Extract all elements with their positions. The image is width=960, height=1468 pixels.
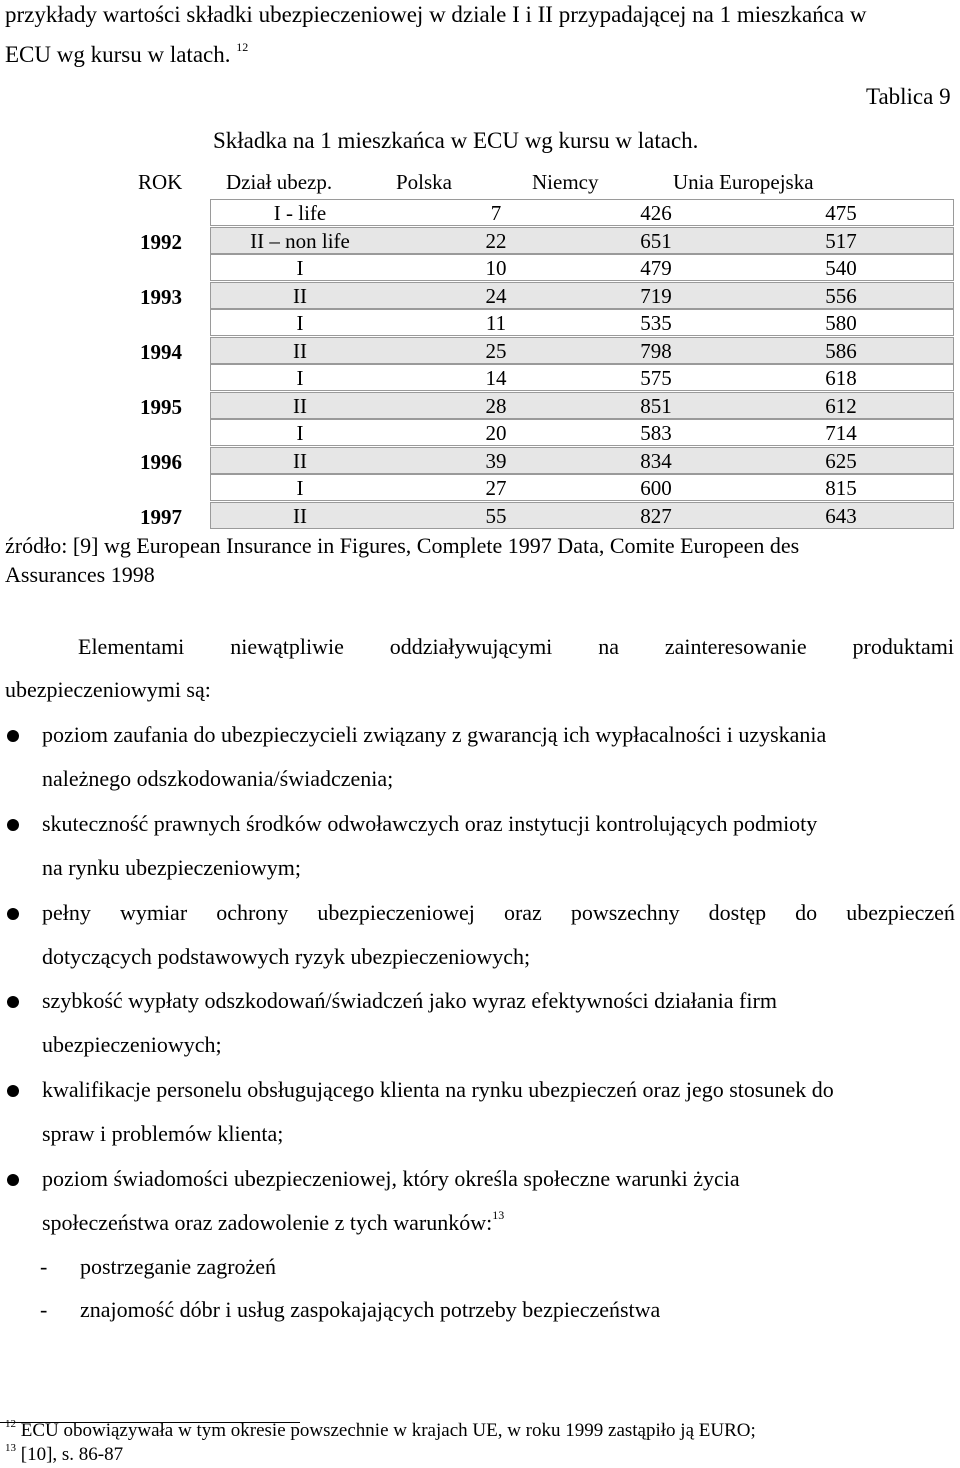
bullet-5-line-2: spraw i problemów klienta; bbox=[42, 1121, 284, 1146]
table-row bbox=[210, 474, 954, 501]
cell-dzial: II – non life bbox=[250, 228, 350, 253]
bullet-icon bbox=[7, 908, 19, 920]
cell-niemcy: 851 bbox=[640, 393, 672, 418]
table-row bbox=[210, 392, 954, 419]
word: ubezpieczeń bbox=[846, 900, 955, 925]
cell-niemcy: 600 bbox=[640, 476, 672, 500]
cell-dzial: II bbox=[293, 448, 307, 473]
cell-polska: 11 bbox=[485, 311, 507, 335]
header-niemcy: Niemcy bbox=[532, 170, 599, 194]
bullet-6-line-1: poziom świadomości ubezpieczeniowej, który określa społeczne warunki życia bbox=[42, 1166, 740, 1191]
cell-dzial: I bbox=[296, 311, 304, 335]
table-row bbox=[210, 502, 954, 529]
footnote-12 bbox=[5, 1420, 756, 1442]
bullet-icon bbox=[7, 819, 19, 831]
cell-ue: 815 bbox=[825, 476, 857, 500]
dash-item-1: postrzeganie zagrożeń bbox=[80, 1254, 277, 1279]
cell-ue: 618 bbox=[825, 366, 857, 390]
dash-marker: - bbox=[40, 1254, 48, 1279]
header-ue: Unia Europejska bbox=[673, 170, 814, 194]
bullet-6-line-2 bbox=[42, 1210, 504, 1236]
word: ochrony bbox=[216, 900, 289, 925]
word: zainteresowanie bbox=[664, 634, 807, 659]
cell-ue: 643 bbox=[825, 503, 857, 528]
word: do bbox=[795, 900, 818, 925]
year-label: 1992 bbox=[140, 229, 182, 254]
word: na bbox=[598, 634, 619, 659]
footnote-num: 13 bbox=[5, 1442, 16, 1454]
table-row bbox=[210, 199, 954, 226]
table-row bbox=[210, 364, 954, 391]
intro-line-1: przykłady wartości składki ubezpieczeniowej w dziale I i II przypadającej na 1 mieszkańca w bbox=[5, 2, 867, 27]
cell-dzial: I - life bbox=[273, 201, 327, 225]
bullet-2-line-2: na rynku ubezpieczeniowym; bbox=[42, 855, 302, 880]
bullet-icon bbox=[7, 730, 19, 742]
cell-polska: 25 bbox=[485, 338, 507, 363]
cell-niemcy: 651 bbox=[640, 228, 672, 253]
table-row bbox=[210, 282, 954, 309]
source-line-2: Assurances 1998 bbox=[5, 562, 155, 587]
year-label: 1993 bbox=[140, 284, 182, 309]
table-label: Tablica 9 bbox=[866, 84, 951, 109]
word: powszechny bbox=[570, 900, 680, 925]
cell-polska: 24 bbox=[485, 283, 507, 308]
header-dzial: Dział ubezp. bbox=[226, 170, 333, 194]
bullet-4-line-2: ubezpieczeniowych; bbox=[42, 1032, 222, 1057]
cell-polska: 55 bbox=[485, 503, 507, 528]
year-label: 1994 bbox=[140, 339, 182, 364]
footnote-ref-12: 12 bbox=[236, 40, 249, 54]
cell-polska: 28 bbox=[485, 393, 507, 418]
word: produktami bbox=[852, 634, 954, 659]
cell-niemcy: 583 bbox=[640, 421, 672, 445]
cell-ue: 586 bbox=[825, 338, 857, 363]
bullet-4-line-1: szybkość wypłaty odszkodowań/świadczeń jako wyraz efektywności działania firm bbox=[42, 988, 777, 1013]
cell-niemcy: 834 bbox=[640, 448, 672, 473]
cell-ue: 517 bbox=[825, 228, 857, 253]
cell-ue: 580 bbox=[825, 311, 857, 335]
cell-polska: 39 bbox=[485, 448, 507, 473]
cell-polska: 27 bbox=[485, 476, 507, 500]
bullet-5-line-1: kwalifikacje personelu obsługującego klienta na rynku ubezpieczeń oraz jego stosunek do bbox=[42, 1077, 834, 1102]
word: Elementami bbox=[78, 634, 185, 659]
dash-marker: - bbox=[40, 1297, 48, 1322]
bullet-3-line-2: dotyczących podstawowych ryzyk ubezpieczeniowych; bbox=[42, 944, 531, 969]
cell-dzial: I bbox=[296, 366, 304, 390]
cell-niemcy: 827 bbox=[640, 503, 672, 528]
cell-polska: 7 bbox=[490, 201, 502, 225]
cell-polska: 20 bbox=[485, 421, 507, 445]
bullet-1-line-1: poziom zaufania do ubezpieczycieli związany z gwarancją ich wypłacalności i uzyskania bbox=[42, 722, 827, 747]
word: oddziaływującymi bbox=[389, 634, 553, 659]
cell-dzial: II bbox=[293, 338, 307, 363]
year-label: 1995 bbox=[140, 394, 182, 419]
cell-ue: 714 bbox=[825, 421, 857, 445]
cell-niemcy: 719 bbox=[640, 283, 672, 308]
table-caption: Składka na 1 mieszkańca w ECU wg kursu w latach. bbox=[213, 128, 699, 153]
paragraph-line-1 bbox=[78, 634, 954, 660]
intro-line-2 bbox=[5, 42, 248, 68]
table-row bbox=[210, 227, 954, 254]
cell-polska: 10 bbox=[485, 256, 507, 280]
cell-ue: 625 bbox=[825, 448, 857, 473]
dash-item-2: znajomość dóbr i usług zaspokajających potrzeby bezpieczeństwa bbox=[80, 1297, 661, 1322]
cell-dzial: II bbox=[293, 283, 307, 308]
cell-dzial: I bbox=[296, 256, 304, 280]
cell-polska: 14 bbox=[485, 366, 507, 390]
table-row bbox=[210, 447, 954, 474]
cell-polska: 22 bbox=[485, 228, 507, 253]
paragraph-line-2: ubezpieczeniowymi są: bbox=[5, 677, 211, 702]
bullet-1-line-2: należnego odszkodowania/świadczenia; bbox=[42, 766, 394, 791]
cell-ue: 612 bbox=[825, 393, 857, 418]
footnote-num: 12 bbox=[5, 1418, 16, 1430]
footnote-13 bbox=[5, 1444, 123, 1466]
cell-dzial: II bbox=[293, 503, 307, 528]
bullet-icon bbox=[7, 996, 19, 1008]
footnote-text: ECU obowiązywała w tym okresie powszechnie w krajach UE, w roku 1999 zastąpiło ją EURO; bbox=[20, 1420, 756, 1441]
cell-dzial: I bbox=[296, 476, 304, 500]
word: pełny bbox=[42, 900, 91, 925]
word: ubezpieczeniowej bbox=[317, 900, 475, 925]
footnote-ref-13: 13 bbox=[492, 1208, 505, 1222]
footnote-text: [10], s. 86-87 bbox=[20, 1444, 124, 1465]
cell-ue: 556 bbox=[825, 283, 857, 308]
bullet-6-line-2-text: społeczeństwa oraz zadowolenie z tych warunków: bbox=[42, 1210, 493, 1235]
bullet-icon bbox=[7, 1085, 19, 1097]
bullet-3-line-1 bbox=[42, 900, 955, 926]
cell-niemcy: 426 bbox=[640, 201, 672, 225]
cell-ue: 475 bbox=[825, 201, 857, 225]
header-rok: ROK bbox=[138, 170, 183, 194]
bullet-icon bbox=[7, 1174, 19, 1186]
bullet-2-line-1: skuteczność prawnych środków odwoławczych oraz instytucji kontrolujących podmioty bbox=[42, 811, 818, 836]
source-line-1: źródło: [9] wg European Insurance in Figures, Complete 1997 Data, Comite Europeen des bbox=[5, 533, 800, 558]
cell-dzial: I bbox=[296, 421, 304, 445]
table-row bbox=[210, 309, 954, 336]
word: dostęp bbox=[708, 900, 767, 925]
cell-dzial: II bbox=[293, 393, 307, 418]
year-label: 1997 bbox=[140, 504, 182, 529]
intro-line-2-text: ECU wg kursu w latach. bbox=[5, 42, 231, 67]
year-label: 1996 bbox=[140, 449, 182, 474]
cell-niemcy: 798 bbox=[640, 338, 672, 363]
table-row bbox=[210, 337, 954, 364]
cell-niemcy: 575 bbox=[640, 366, 672, 390]
table-row bbox=[210, 419, 954, 446]
word: oraz bbox=[503, 900, 542, 925]
cell-ue: 540 bbox=[825, 256, 857, 280]
cell-niemcy: 479 bbox=[640, 256, 672, 280]
header-polska: Polska bbox=[396, 170, 453, 194]
cell-niemcy: 535 bbox=[640, 311, 672, 335]
word: wymiar bbox=[119, 900, 188, 925]
table-row bbox=[210, 254, 954, 281]
word: niewątpliwie bbox=[230, 634, 344, 659]
